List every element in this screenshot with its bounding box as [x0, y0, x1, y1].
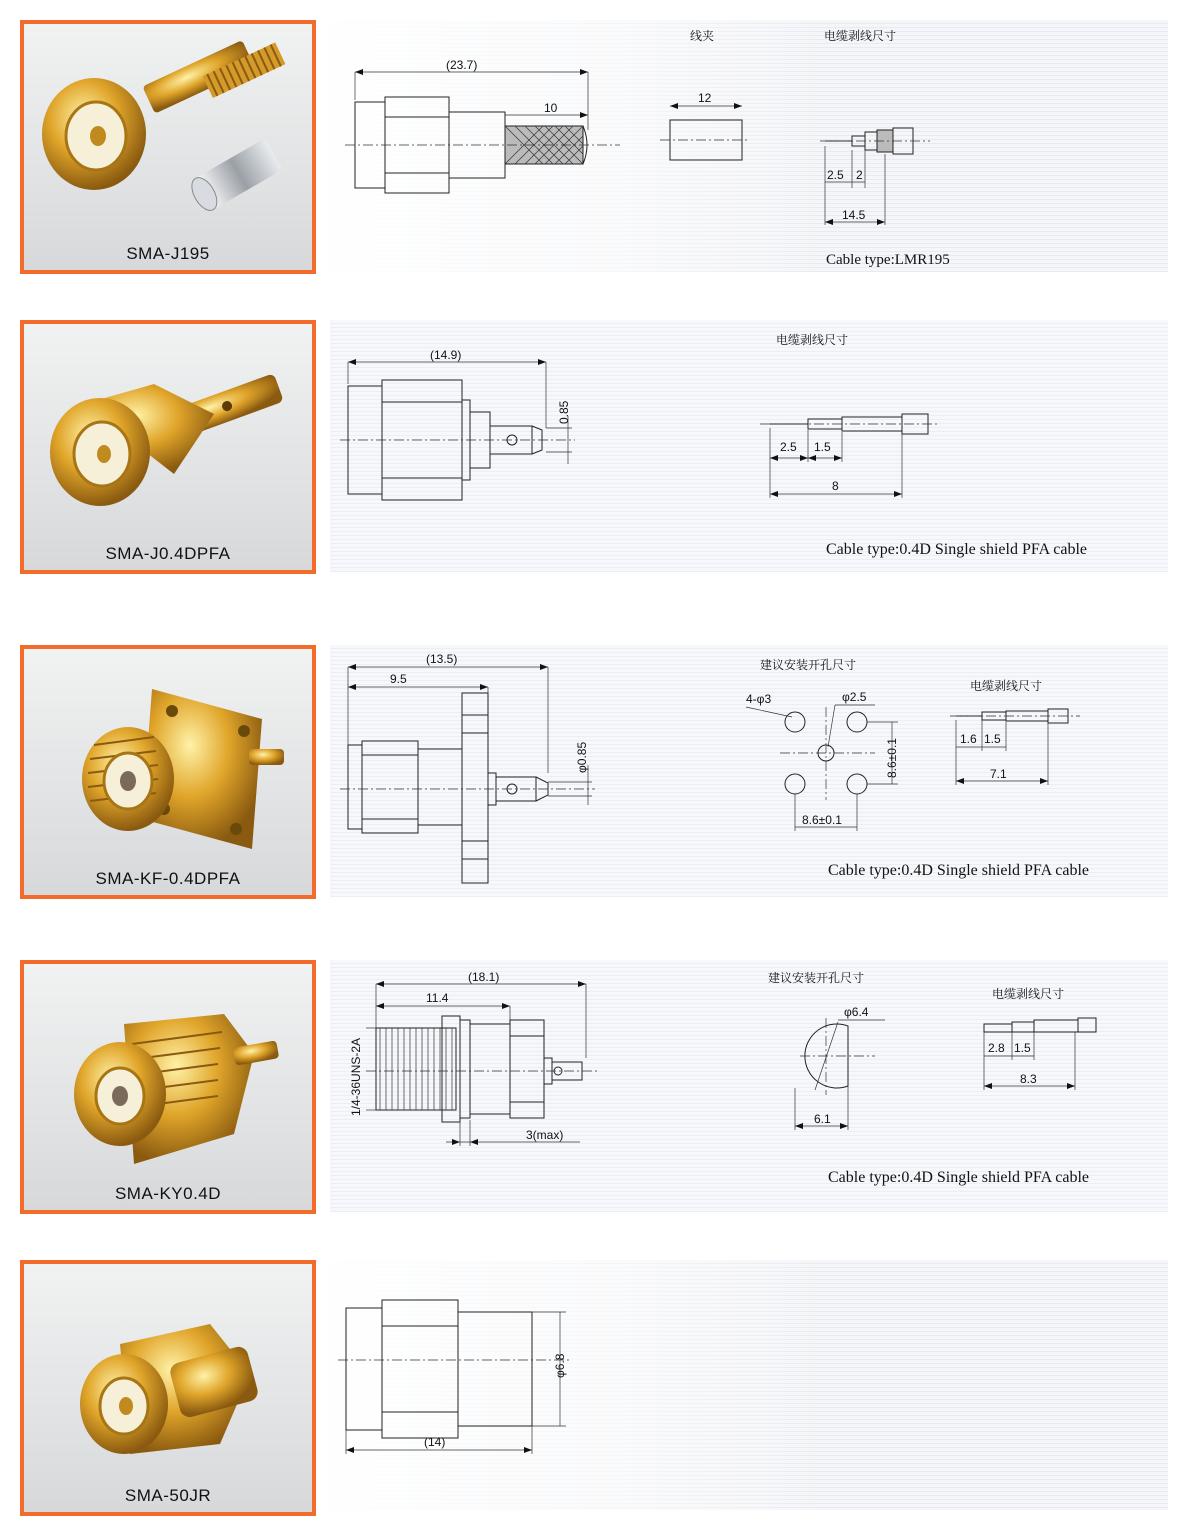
ferrule-title: 线夹 — [690, 29, 715, 43]
product-model: SMA-J0.4DPFA — [105, 544, 231, 563]
product-photo — [20, 20, 316, 274]
drawing-panel — [330, 960, 1168, 1212]
connector-photo-icon — [24, 24, 312, 270]
product-photo — [20, 1260, 316, 1516]
dim-strip-total: 7.1 — [990, 767, 1007, 781]
product-photo — [20, 320, 316, 574]
dim-hole-dia: φ6.4 — [844, 1005, 869, 1019]
cable-type: Cable type:0.4D Single shield PFA cable — [828, 862, 1090, 879]
connector-photo-icon — [24, 1264, 312, 1512]
dim-overall: (13.5) — [426, 652, 458, 666]
hole-title: 建议安装开孔尺寸 — [760, 658, 857, 672]
dim-strip-total: 14.5 — [842, 208, 866, 222]
connector-photo-icon — [24, 324, 312, 570]
strip-title: 电缆剥线尺寸 — [776, 333, 849, 347]
dimension-drawing — [330, 1260, 1168, 1510]
dim-strip-b: 1.5 — [1014, 1041, 1031, 1055]
hole-title: 建议安装开孔尺寸 — [768, 971, 865, 985]
dim-front: 11.4 — [426, 991, 449, 1005]
dim-ferrule: 12 — [698, 91, 712, 105]
cable-type: Cable type:0.4D Single shield PFA cable — [828, 1169, 1090, 1186]
dim-hole-flat: 6.1 — [814, 1112, 831, 1126]
dim-pin: φ0.85 — [575, 741, 589, 773]
dim-strip-b: 1.5 — [984, 732, 1001, 746]
dimension-drawing — [330, 320, 1168, 572]
dim-center-hole: φ2.5 — [842, 690, 867, 704]
product-model: SMA-KF-0.4DPFA — [95, 869, 241, 888]
dim-crimp: 10 — [544, 101, 558, 115]
dim-panel: 3(max) — [526, 1128, 564, 1142]
product-photo — [20, 960, 316, 1214]
dim-strip-b: 1.5 — [814, 440, 831, 454]
dim-strip-a: 1.6 — [960, 732, 977, 746]
dimension-drawing — [330, 20, 1168, 272]
product-model: SMA-KY0.4D — [114, 1184, 222, 1203]
cable-type: Cable type:LMR195 — [826, 252, 950, 268]
drawing-panel — [330, 1260, 1168, 1510]
dim-strip-a: 2.5 — [827, 168, 844, 182]
dim-overall: (23.7) — [446, 58, 478, 72]
dim-pin: 0.85 — [557, 400, 571, 424]
dim-strip-a: 2.5 — [780, 440, 797, 454]
connector-photo-icon — [24, 649, 312, 895]
dim-pitch-v: 8.6±0.1 — [885, 738, 899, 778]
cable-type: Cable type:0.4D Single shield PFA cable — [826, 541, 1088, 558]
dim-strip-b: 2 — [856, 168, 863, 182]
dimension-drawing — [330, 645, 1168, 897]
dim-strip-total: 8.3 — [1020, 1072, 1037, 1086]
product-photo — [20, 645, 316, 899]
drawing-panel — [330, 645, 1168, 897]
dim-pitch-h: 8.6±0.1 — [802, 813, 842, 827]
dimension-drawing — [330, 960, 1168, 1212]
product-model: SMA-J195 — [126, 244, 210, 263]
product-model: SMA-50JR — [124, 1486, 212, 1505]
dim-front: 9.5 — [390, 672, 407, 686]
drawing-panel — [330, 320, 1168, 572]
dim-diameter: φ6.8 — [553, 1353, 567, 1378]
strip-title: 电缆剥线尺寸 — [970, 679, 1043, 693]
dim-overall: (14) — [424, 1435, 446, 1449]
strip-title: 电缆剥线尺寸 — [824, 29, 897, 43]
dim-overall: (14.9) — [430, 348, 462, 362]
dim-holes: 4-φ3 — [746, 692, 772, 706]
strip-title: 电缆剥线尺寸 — [992, 987, 1065, 1001]
dim-overall: (18.1) — [468, 970, 500, 984]
dim-thread: 1/4-36UNS-2A — [349, 1037, 363, 1116]
dim-strip-total: 8 — [832, 479, 839, 493]
dim-strip-a: 2.8 — [988, 1041, 1005, 1055]
connector-photo-icon — [24, 964, 312, 1210]
drawing-panel — [330, 20, 1168, 272]
